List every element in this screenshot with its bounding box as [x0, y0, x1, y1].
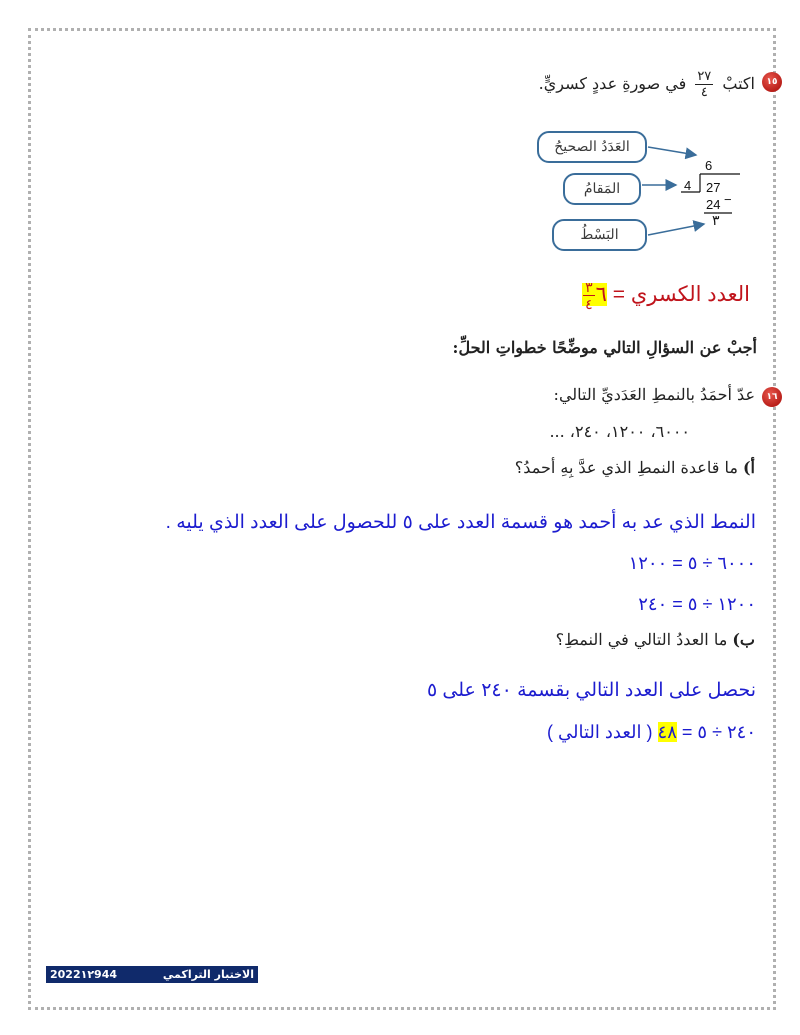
question-15-fraction	[695, 70, 713, 99]
question-15-badge	[762, 72, 782, 92]
quotient-value: 6	[705, 158, 713, 173]
answer-a-equation-1: ٦٠٠٠ ÷ ٥ = ١٢٠٠	[628, 553, 756, 573]
question-16-badge	[762, 387, 782, 407]
mixed-number-denominator: ٤	[585, 296, 593, 312]
question-15-prefix: اكتبْ	[722, 74, 755, 93]
denominator-label	[563, 173, 641, 205]
footer-band	[46, 966, 258, 983]
divisor-value: 4	[684, 178, 692, 193]
mixed-number-label: العدد الكسري =	[612, 283, 750, 307]
number-pattern: ٦٠٠٠، ١٢٠٠، ٢٤٠، ...	[549, 422, 690, 441]
answer-b-sentence: نحصل على العدد التالي بقسمة ٢٤٠ على ٥	[426, 680, 756, 701]
fraction-numerator: ٢٧	[697, 69, 712, 84]
part-a-text: ما قاعدة النمطِ الذي عدَّ بِهِ أحمدُ؟	[514, 458, 738, 477]
mixed-number-whole: ٦	[595, 283, 607, 307]
question-16-part-a	[515, 458, 755, 477]
mixed-number-fraction	[583, 280, 595, 311]
question-16-number: ١٦	[766, 392, 778, 402]
remainder-value: ٣	[712, 212, 720, 228]
footer-year: 2022١٢944	[50, 968, 118, 981]
product-value: 24	[706, 197, 721, 212]
answer-b-note: ( العدد التالي )	[547, 722, 653, 742]
footer-title: الاختبار التراكمي	[162, 968, 254, 981]
question-16-part-b	[556, 630, 755, 649]
mixed-number-answer	[582, 280, 750, 311]
arrow-to-quotient	[648, 147, 696, 155]
dividend-value: 27	[706, 180, 721, 195]
question-15-number: ١٥	[766, 77, 778, 87]
diagram-arrows	[640, 140, 750, 240]
mixed-number-value	[582, 279, 607, 312]
question-15-suffix: في صورةِ عددٍ كسريٍّ.	[538, 74, 687, 93]
arrow-to-remainder	[648, 224, 704, 235]
mixed-number-numerator: ٣	[585, 279, 593, 295]
numerator-label	[552, 219, 647, 251]
answer-b-equation-left: ٢٤٠ ÷ ٥ =	[681, 722, 756, 742]
answer-b-equation	[547, 722, 756, 743]
fraction-denominator: ٤	[700, 85, 708, 100]
whole-number-label	[537, 131, 647, 163]
denominator-label-text: المَقامُ	[583, 181, 621, 197]
numerator-label-text: البَسْطُ	[580, 227, 619, 243]
part-b-letter: ب)	[732, 630, 755, 649]
whole-number-label-text: العَدَدُ الصحيحُ	[554, 139, 630, 155]
part-a-letter: أ)	[742, 458, 755, 477]
question-15-text	[539, 70, 755, 99]
instruction-heading: أجبْ عن السؤالِ التالي موضِّحًا خطواتِ الحلِّ:	[452, 338, 757, 357]
answer-b-result: ٤٨	[657, 722, 677, 742]
answer-a-sentence: النمط الذي عد به أحمد هو قسمة العدد على ٥ للحصول على العدد الذي يليه .	[165, 512, 756, 533]
part-b-text: ما العددُ التالي في النمطِ؟	[555, 630, 728, 649]
question-16-text: عدّ أحمَدُ بالنمطِ العَدَديِّ التالي:	[553, 385, 755, 404]
answer-a-equation-2: ١٢٠٠ ÷ ٥ = ٢٤٠	[638, 594, 756, 614]
minus-sign: −	[724, 192, 732, 207]
